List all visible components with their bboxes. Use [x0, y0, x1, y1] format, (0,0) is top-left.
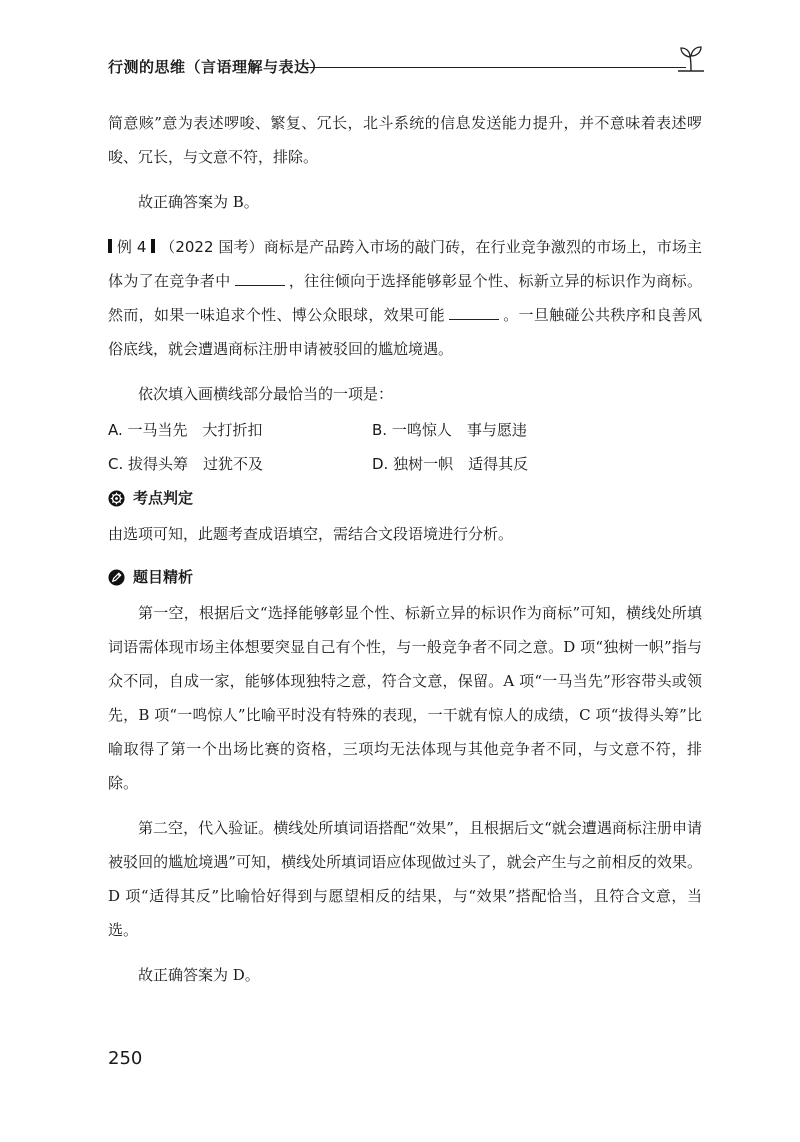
page-header: [108, 50, 700, 80]
paragraph-answer-b: 故正确答案为 B。: [138, 193, 259, 211]
sprout-icon: [678, 44, 704, 72]
paragraph-continued: 简意赅”意为表述啰唆、繁复、冗长，北斗系统的信息发送能力提升，并不意味着表述啰唆、冗长，与文意不符，排除。: [108, 114, 702, 166]
example-label: 例 4: [116, 238, 147, 256]
blank-line-1: [235, 271, 285, 286]
example-text-b: ，往往倾向于选择能够彰显个性、标新立异的标识作为商标。然而，如果一味追求个性、博公众眼球，效果可能: [108, 272, 702, 324]
pen-icon: [108, 569, 125, 586]
example-question: [108, 230, 702, 366]
option-c: C. 拔得头筹 过犹不及: [108, 455, 264, 473]
options-row-2: [108, 447, 702, 481]
final-answer: 故正确答案为 D。: [138, 966, 260, 984]
section-jingxi-title: 题目精析: [133, 568, 194, 586]
options-row-1: [108, 413, 702, 447]
section-kaodian-text: 由选项可知，此题考查成语填空，需结合文段语境进行分析。: [108, 525, 514, 543]
analysis-paragraph-2: 第二空，代入验证。横线处所填词语搭配“效果”，且根据后文“就会遭遇商标注册申请被驳回的尴尬境遇”可知，横线处所填词语应体现做过头了，就会产生与之前相反的效果。D 项“适得其反”比喻恰好得到与愿望相反的结果，与“效果”搭配恰当，且符合文意，当选。: [108, 819, 702, 939]
bracket-bar-right: [151, 239, 155, 253]
question-prompt: 依次填入画横线部分最恰当的一项是：: [138, 385, 394, 403]
example-text-a: （2022 国考）商标是产品跨入市场的敲门砖，在行业竞争激烈的市场上，市场主体为了在竞争者中: [108, 238, 702, 290]
header-rule: [306, 67, 686, 68]
section-kaodian-title: 考点判定: [133, 489, 194, 507]
page-content: [108, 106, 702, 1003]
analysis-paragraph-1: 第一空，根据后文“选择能够彰显个性、标新立异的标识作为商标”可知，横线处所填词语需体现市场主体想要突显自己有个性，与一般竞争者不同之意。D 项“独树一帜”指与众不同，自成一家，能够体现独特之意，符合文意，保留。A 项“一马当先”形容带头或领先，B 项“一鸣惊人”比喻平时没有特殊的表现，一干就有惊人的成绩，C 项“拔得头筹”比喻取得了第一个出场比赛的资格，三项均无法体现与其他竞争者不同，与文意不符，排除。: [108, 604, 702, 792]
gear-icon: [108, 490, 125, 507]
example-text-c: 。一旦触碰公共秩序和良善风俗底线，就会遭遇商标注册申请被驳回的尴尬境遇。: [108, 306, 702, 358]
header-title: 行测的思维（言语理解与表达）: [108, 58, 326, 76]
section-jingxi-heading: [108, 562, 702, 592]
blank-line-2: [449, 305, 499, 320]
option-a: A. 一马当先 大打折扣: [108, 421, 263, 439]
option-d: D. 独树一帜 适得其反: [372, 455, 529, 473]
option-b: B. 一鸣惊人 事与愿违: [372, 421, 527, 439]
page-number: 250: [108, 1048, 143, 1069]
options: [108, 413, 702, 481]
section-kaodian-heading: [108, 483, 702, 513]
bracket-bar-left: [108, 239, 112, 253]
